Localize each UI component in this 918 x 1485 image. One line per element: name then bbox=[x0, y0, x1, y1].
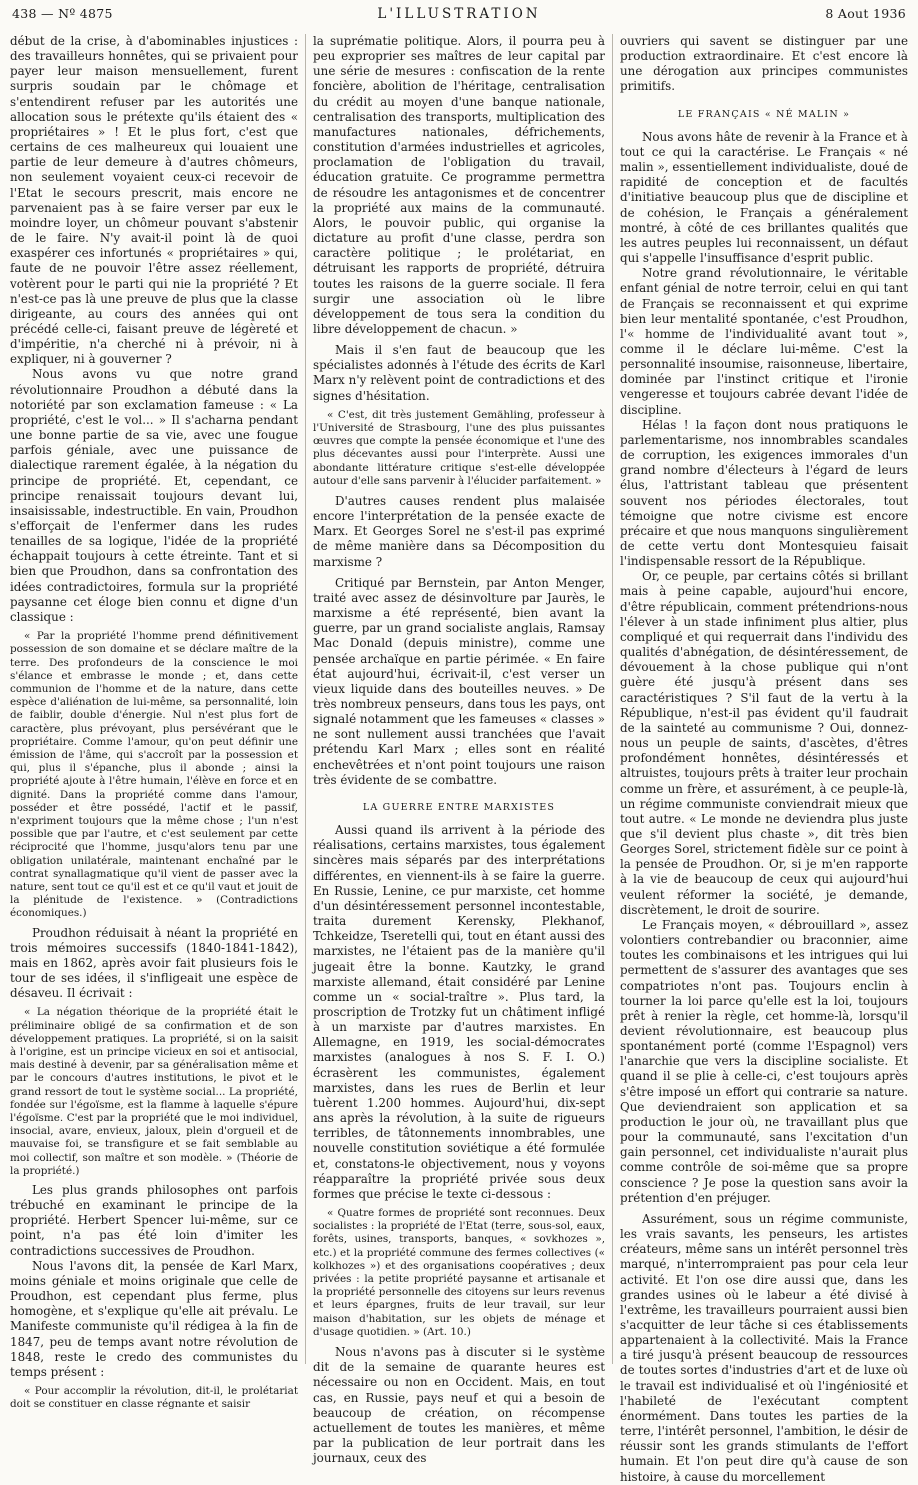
paragraph: Aussi quand ils arrivent à la période des réalisations, certains marxistes, tous également sincères mais séparés par des interprétations différentes, en viennent-ils à se faire la guerre. En Russie, Lenine, ce pur marxiste, cet homme d'un désintéressement personnel incontestable, traita durement Kerensky, Plekhanof, Tchkeidze, Tseretelli qui, tout en étant aussi des marxistes, ne l'étaient pas de la manière qu'il jugeait être la bonne. Kautzky, le grand marxiste allemand, était considéré par Lenine comme un « social-traître ». Plus tard, la proscription de Trotzky fut un châtiment infligé à un marxiste par d'autres marxistes. En Allemagne, en 1919, les social-démocrates marxistes (analogues à nos S. F. I. O.) écrasèrent les communistes, également marxistes, dans les rues de Berlin et leur tuèrent 1.200 hommes. Aujourd'hui, dix-sept ans après la révolution, à la suite de rigueurs terribles, de tâtonnements innombrables, une nouvelle constitution soviétique a été formulée et, constatons-le objectivement, nous y voyons réapparaître la propriété privée sous deux formes que précise le texte ci-dessous : bbox=[313, 823, 605, 1201]
publication-title: L'ILLUSTRATION bbox=[377, 6, 541, 22]
paragraph: Le Français moyen, « débrouillard », assez volontiers contrebandier ou braconnier, aime toutes les combinaisons et les intrigues qui lui permettent de s'assurer des avantages que ses compatriotes n'ont pas. Toujours enclin à tourner la loi parce qu'elle est la loi, toujours prêt à renier la règle, cet homme-là, lorsqu'il devient révolutionnaire, est beaucoup plus spontanément porté (comme l'Espagnol) vers l'anarchie que vers la discipline socialiste. Et quand il se plie à celle-ci, c'est toujours après s'être imposé un effort qui contrarie sa nature. Que deviendraient son application et sa production le jour où, ne travaillant plus que pour la communauté, sans l'excitation d'un gain personnel, cet individualiste n'aurait plus comme contrôle de soi-même que sa propre conscience ? Je pose la question sans avoir la prétention d'en préjuger. bbox=[620, 917, 908, 1205]
paragraph: Nous n'avons pas à discuter si le système dit de la semaine de quarante heures est nécessaire ou non en Occident. Mais, en tout cas, en Russie, pays neuf et qui a besoin de beaucoup de création, on récompense actuellement de toutes les manières, et même par la publication de leur portrait dans les journaux, ceux des bbox=[313, 1345, 605, 1466]
paragraph: Mais il s'en faut de beaucoup que les spécialistes adonnés à l'étude des écrits de Karl Marx n'y relèvent point de contradictions et des signes d'hésitation. bbox=[313, 343, 605, 403]
quotation: « La négation théorique de la propriété était le préliminaire obligé de sa confirmation et de son développement pratiques. La propriété, si on la saisit à l'origine, est un principe vicieux en soi et antisocial, mais destiné à devenir, par sa généralisation même et par le concours d'autres institutions, le pivot et le grand ressort de tout le système social... La propriété, fondée sur l'égoïsme, est la flamme à laquelle s'épure l'égoïsme. C'est par la propriété que le moi individuel, insocial, avare, envieux, jaloux, plein d'orgueil et de mauvaise foi, se transfigure et se fait semblable au moi collectif, son maître et son modèle. » (Théorie de la propriété.) bbox=[10, 1006, 298, 1177]
paragraph: Assurément, sous un régime communiste, les vrais savants, les penseurs, les artistes créateurs, même sans un intérêt personnel très marqué, n'interrompraient pas pour cela leur activité. Et l'on ose dire aussi que, dans les grandes usines où le labeur a été divisé à l'extrême, les travailleurs pourraient aussi bien s'acquitter de leur tâche si ces établissements appartenaient à la collectivité. Mais la France a tiré jusqu'à présent beaucoup de ressources de toutes sortes d'industries d'art et de luxe où le travail est individualisé et où l'ingéniosité et l'habileté de l'exécutant comptent énormément. Dans toutes les parties de la terre, l'intérêt personnel, l'ambition, le désir de réussir sont les grands stimulants de l'effort humain. Et l'on peut dire qu'à cause de son histoire, à cause du morcellement bbox=[620, 1211, 908, 1484]
page-number: 438 — Nº 4875 bbox=[12, 6, 113, 21]
column-divider bbox=[612, 34, 613, 1364]
section-heading: LE FRANÇAIS « NÉ MALIN » bbox=[677, 108, 851, 120]
column-2 bbox=[313, 34, 605, 1466]
paragraph: Les plus grands philosophes ont parfois trébuché en examinant le principe de la propriété. Herbert Spencer lui-même, sur ce point, n'a pas été loin d'imiter les contradictions successives de Proudhon. bbox=[10, 1182, 298, 1258]
column-1 bbox=[10, 34, 298, 1411]
section-heading: LA GUERRE ENTRE MARXISTES bbox=[362, 801, 556, 813]
paragraph: Notre grand révolutionnaire, le véritable enfant génial de notre terroir, celui en qui tant de Français se reconnaissent et qui exprime bien leur mentalité spontanée, c'est Proudhon, l'« homme de l'individualité avant tout », comme il le déclare lui-même. C'est la personnalité insoumise, raisonneuse, libertaire, dominée par l'instinct critique et l'ironie vengeresse et toujours cabrée devant l'idée de discipline. bbox=[620, 266, 909, 417]
paragraph: ouvriers qui savent se distinguer par une production extraordinaire. Et c'est encore là une dérogation aux principes communistes primitifs. bbox=[620, 34, 908, 94]
quotation: « Par la propriété l'homme prend définitivement possession de son domaine et se déclare maître de la terre. Des profondeurs de la conscience le moi s'élance et embrasse le monde ; et, dans cette communion de l'homme et de la nature, dans cette espèce d'aliénation de lui-même, sa personnalité, loin de faiblir, double d'énergie. Nul n'est plus fort de caractère, plus prévoyant, plus persévérant que le propriétaire. Comme l'amour, qu'on peut définir une émission de l'âme, qui s'accroît par la possession et qui, plus il s'épanche, plus il abonde ; ainsi la propriété ajoute à l'être humain, l'élève en force et en dignité. Dans la propriété comme dans l'amour, posséder et être possédé, l'actif et le passif, n'expriment toujours que la même chose ; l'un n'est possible que par l'autre, et c'est seulement par cette réciprocité que l'homme, jusqu'alors tenu par une obligation unilatérale, maintenant enchaîné par le contrat synallagmatique qu'il vient de passer avec la nature, sent tout ce qu'il est et ce qu'il vaut et jouit de la plénitude de l'existence. » (Contradictions économiques.) bbox=[10, 630, 298, 920]
quotation-continued: la suprématie politique. Alors, il pourra peu à peu exproprier ses maîtres de leur capital par une série de mesures : confiscation de la rente foncière, abolition de l'héritage, centralisation du crédit au moyen d'une banque nationale, centralisation des transports, multiplication des manufactures nationales, défrichements, constitution d'armées industrielles et agricoles, proclamation de l'obligation du travail, éducation gratuite. Ce programme permettra de résoudre les antagonismes et de concentrer la propriété aux mains de la communauté. Alors, le pouvoir public, qui organise la dictature au profit d'une classe, perdra son caractère politique ; le prolétariat, en détruisant les rapports de propriété, détruira toutes les raisons de la guerre sociale. Il fera surgir une association où le libre développement de tous sera la condition du libre développement de chacun. » bbox=[313, 34, 605, 336]
column-divider bbox=[305, 34, 306, 1364]
column-3 bbox=[620, 34, 909, 1484]
paragraph: Critiqué par Bernstein, par Anton Menger, traité avec assez de désinvolture par Jaurès, le marxisme a été représenté, bien avant la guerre, par un grand socialiste anglais, Ramsay Mac Donald (depuis ministre), comme une pensée archaïque en partie périmée. « En faire état aujourd'hui, écrivait-il, c'est verser un vieux liquide dans des bouteilles neuves. » De très nombreux penseurs, dans tous les pays, ont signalé notamment que les fameuses « classes » ne sont nullement aussi tranchées que l'avait prétendu Karl Marx ; elles sont en réalité enchevêtrées et n'ont point toujours une raison très évidente de se combattre. bbox=[313, 575, 605, 787]
paragraph: début de la crise, à d'abominables injustices : des travailleurs honnêtes, qui se privaient pour payer leur maison mensuellement, furent surpris soudain par le chômage et s'entendirent refuser par les autorités une allocation sous le prétexte qu'ils étaient des « propriétaires » ! Et le plus fort, c'est que certains de ces malheureux qui louaient une partie de leur demeure à d'autres chômeurs, non seulement voyaient ceux-ci recevoir de l'Etat le secours prescrit, mais encore ne parvenaient pas à se faire verser par eux le moindre loyer, un chômeur pouvant s'abstenir de le faire. N'y avait-il point là de quoi exaspérer ces infortunés « propriétaires » qui, faute de ne pouvoir l'être assez réellement, votèrent pour le parti qui nie la propriété ? Et n'est-ce pas là une preuve de plus que la classe dirigeante, au cours des années qui ont précédé celle-ci, faisant preuve de légèreté et d'impéritie, n'a cherché ni à prévoir, ni à expliquer, ni à gouverner ? bbox=[10, 34, 298, 367]
quotation: « C'est, dit très justement Gemähling, professeur à l'Université de Strasbourg, l'une des plus puissantes œuvres que compte la pensée économique et l'une des plus décevantes aussi pour l'interprète. Aussi une abondante littérature critique s'est-elle développée autour d'elle sans parvenir à l'élucider parfaitement. » bbox=[313, 408, 605, 487]
paragraph: Nous l'avons dit, la pensée de Karl Marx, moins géniale et moins originale que celle de Proudhon, est cependant plus ferme, plus homogène, et s'explique qu'elle ait prévalu. Le Manifeste communiste qu'il rédigea à la fin de 1847, peu de temps avant notre révolution de 1848, reste le credo des communistes du temps présent : bbox=[10, 1258, 298, 1379]
paragraph: D'autres causes rendent plus malaisée encore l'interprétation de la pensée exacte de Marx. Et Georges Sorel ne s'est-il pas exprimé de même manière dans sa Décomposition du marxisme ? bbox=[313, 493, 605, 569]
paragraph: Proudhon réduisait à néant la propriété en trois mémoires successifs (1840-1841-1842), mais en 1862, après avoir fait plusieurs fois le tour de ses idées, il s'infligeait une espèce de désaveu. Il écrivait : bbox=[10, 925, 298, 1001]
paragraph: Or, ce peuple, par certains côtés si brillant mais à peine capable, aujourd'hui encore, d'être républicain, comment prétendrions-nous l'élever à un stade infiniment plus altier, plus compliqué et qui requerrait dans l'individu des qualités d'abnégation, de désintéressement, de dévouement à la chose publique qui n'ont guère été jusqu'à présent dans ses caractéristiques ? S'il faut de la vertu à la République, n'est-il pas évident qu'il faudrait de la sainteté au communisme ? Oui, donnez-nous un peuple de saints, d'ascètes, d'êtres profondément honnêtes, désintéressés et altruistes, toujours prêts à traiter leur prochain comme un frère, et assurément, à ce peuple-là, un régime communiste conviendrait mieux que tout autre. « Le monde ne deviendra plus juste que s'il devient plus chaste », dit très bien Georges Sorel, strictement fidèle sur ce point à la pensée de Proudhon. Or, si je m'en rapporte à la vie de beaucoup de ceux qui aujourd'hui veulent réformer la société, je demande, discrètement, le droit de sourire. bbox=[620, 569, 908, 917]
page-header bbox=[10, 6, 908, 26]
paragraph: Nous avons hâte de revenir à la France et à tout ce qui la caractérise. Le Français « né malin », essentiellement individualiste, doué de rapidité de conception et de facultés d'initiative beaucoup plus que de discipline et de cohésion, le Français a généralement montré, à côté de ces brillantes qualités que les autres peuples lui reconnaissent, un défaut qui s'appelle l'insuffisance d'esprit public. bbox=[620, 129, 908, 266]
quotation: « Pour accomplir la révolution, dit-il, le prolétariat doit se constituer en classe régnante et saisir bbox=[10, 1385, 298, 1411]
paragraph: Hélas ! la façon dont nous pratiquons le parlementarisme, nos innombrables scandales de corruption, les exigences immorales d'un grand nombre d'électeurs à l'égard de leurs élus, l'attristant tableau que présentent souvent nos périodes électorales, tout témoigne que notre civisme est encore précaire et que nous manquons singulièrement de cette vertu dont Montesquieu faisait l'indispensable ressort de la République. bbox=[620, 417, 908, 569]
issue-date: 8 Aout 1936 bbox=[825, 6, 906, 21]
quotation: « Quatre formes de propriété sont reconnues. Deux socialistes : la propriété de l'Etat (terre, sous-sol, eaux, forêts, usines, transports, banques, « sovkhozes », etc.) et la propriété commune des fermes collectives (« kolkhozes ») et des organisations coopératives ; deux privées : la petite propriété paysanne et artisanale et la propriété personnelle des citoyens sur leurs revenus et leurs épargnes, fruits de leur travail, sur leur maison d'habitation, sur les objets de ménage et d'usage quotidien. » (Art. 10.) bbox=[313, 1207, 605, 1338]
paragraph: Nous avons vu que notre grand révolutionnaire Proudhon a débuté dans la notoriété par son exclamation fameuse : « La propriété, c'est le vol... » Il s'acharna pendant une bonne partie de sa vie, avec une fougue parfois géniale, avec une puissance de dialectique rarement égalée, à la négation du principe de propriété. Et, cependant, ce principe renaissait toujours devant lui, insaisissable, indestructible. En vain, Proudhon s'efforçait de l'enfermer dans les rudes tenailles de sa logique, l'idée de la propriété échappait toujours à cette étreinte. Tant et si bien que Proudhon, dans sa confrontation des idées contradictoires, formula sur la propriété paysanne cet éloge bien connu et digne d'un classique : bbox=[10, 367, 298, 624]
